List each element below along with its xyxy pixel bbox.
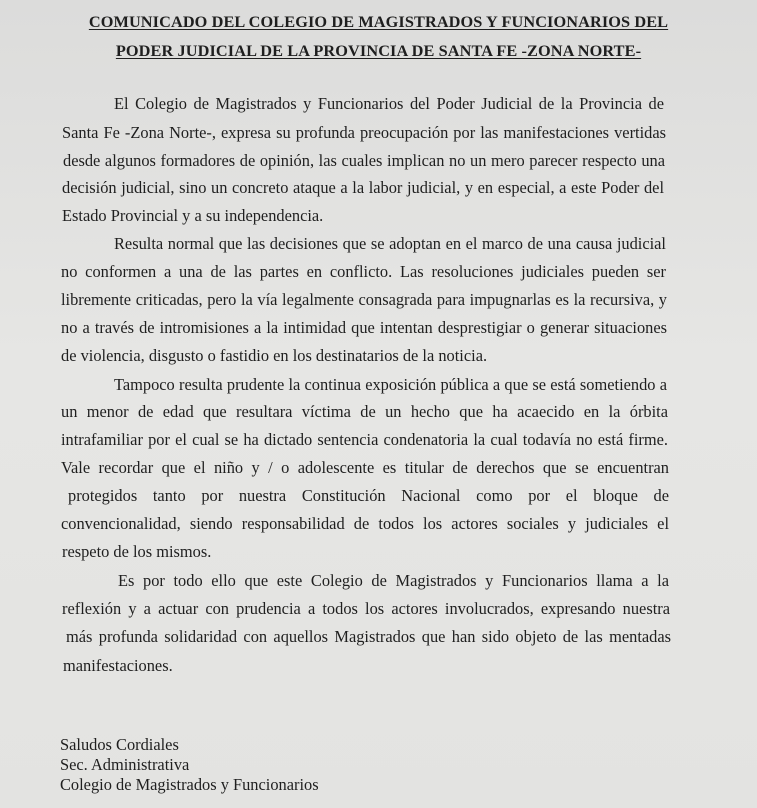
body-line: un menor de edad que resultara víctima de un hecho que ha acaecido en la órbita bbox=[61, 402, 668, 421]
body-line: libremente criticadas, pero la vía legalmente consagrada para impugnarlas es la recursiva, y bbox=[61, 290, 667, 309]
body-line: intrafamiliar por el cual se ha dictado sentencia condenatoria la cual todavía no está firme. bbox=[61, 430, 668, 449]
body-line: Es por todo ello que este Colegio de Magistrados y Funcionarios llama a la bbox=[118, 571, 669, 590]
signature-greeting: Saludos Cordiales bbox=[60, 735, 179, 754]
document-title-line-1: COMUNICADO DEL COLEGIO DE MAGISTRADOS Y FUNCIONARIOS DEL bbox=[88, 12, 669, 31]
body-line: más profunda solidaridad con aquellos Magistrados que han sido objeto de las mentadas bbox=[66, 627, 671, 646]
document-title-line-2: PODER JUDICIAL DE LA PROVINCIA DE SANTA FE -ZONA NORTE- bbox=[115, 41, 642, 60]
body-line: manifestaciones. bbox=[63, 656, 173, 675]
body-line: protegidos tanto por nuestra Constitución Nacional como por el bloque de bbox=[68, 486, 669, 505]
body-line: desde algunos formadores de opinión, las cuales implican no un mero parecer respecto una bbox=[63, 151, 665, 170]
body-line: no a través de intromisiones a la intimidad que intentan desprestigiar o generar situaciones bbox=[61, 318, 667, 337]
body-line: respeto de los mismos. bbox=[62, 542, 212, 561]
body-line: Santa Fe -Zona Norte-, expresa su profunda preocupación por las manifestaciones vertidas bbox=[62, 123, 666, 142]
body-line: convencionalidad, siendo responsabilidad de todos los actores sociales y judiciales el bbox=[61, 514, 669, 533]
body-line: Estado Provincial y a su independencia. bbox=[62, 206, 324, 225]
body-line: Resulta normal que las decisiones que se adoptan en el marco de una causa judicial bbox=[114, 234, 666, 253]
signature-organization: Colegio de Magistrados y Funcionarios bbox=[60, 775, 319, 794]
body-line: Vale recordar que el niño y / o adolescente es titular de derechos que se encuentran bbox=[61, 458, 669, 477]
body-line: El Colegio de Magistrados y Funcionarios del Poder Judicial de la Provincia de bbox=[114, 94, 664, 113]
signature-role: Sec. Administrativa bbox=[60, 755, 190, 774]
body-line: reflexión y a actuar con prudencia a todos los actores involucrados, expresando nuestra bbox=[62, 599, 670, 618]
body-line: no conformen a una de las partes en conflicto. Las resoluciones judiciales pueden ser bbox=[61, 262, 666, 281]
body-line: Tampoco resulta prudente la continua exposición pública a que se está sometiendo a bbox=[114, 375, 667, 394]
body-line: de violencia, disgusto o fastidio en los destinatarios de la noticia. bbox=[61, 346, 488, 365]
body-line: decisión judicial, sino un concreto ataque a la labor judicial, y en especial, a este Poder del bbox=[62, 178, 664, 197]
